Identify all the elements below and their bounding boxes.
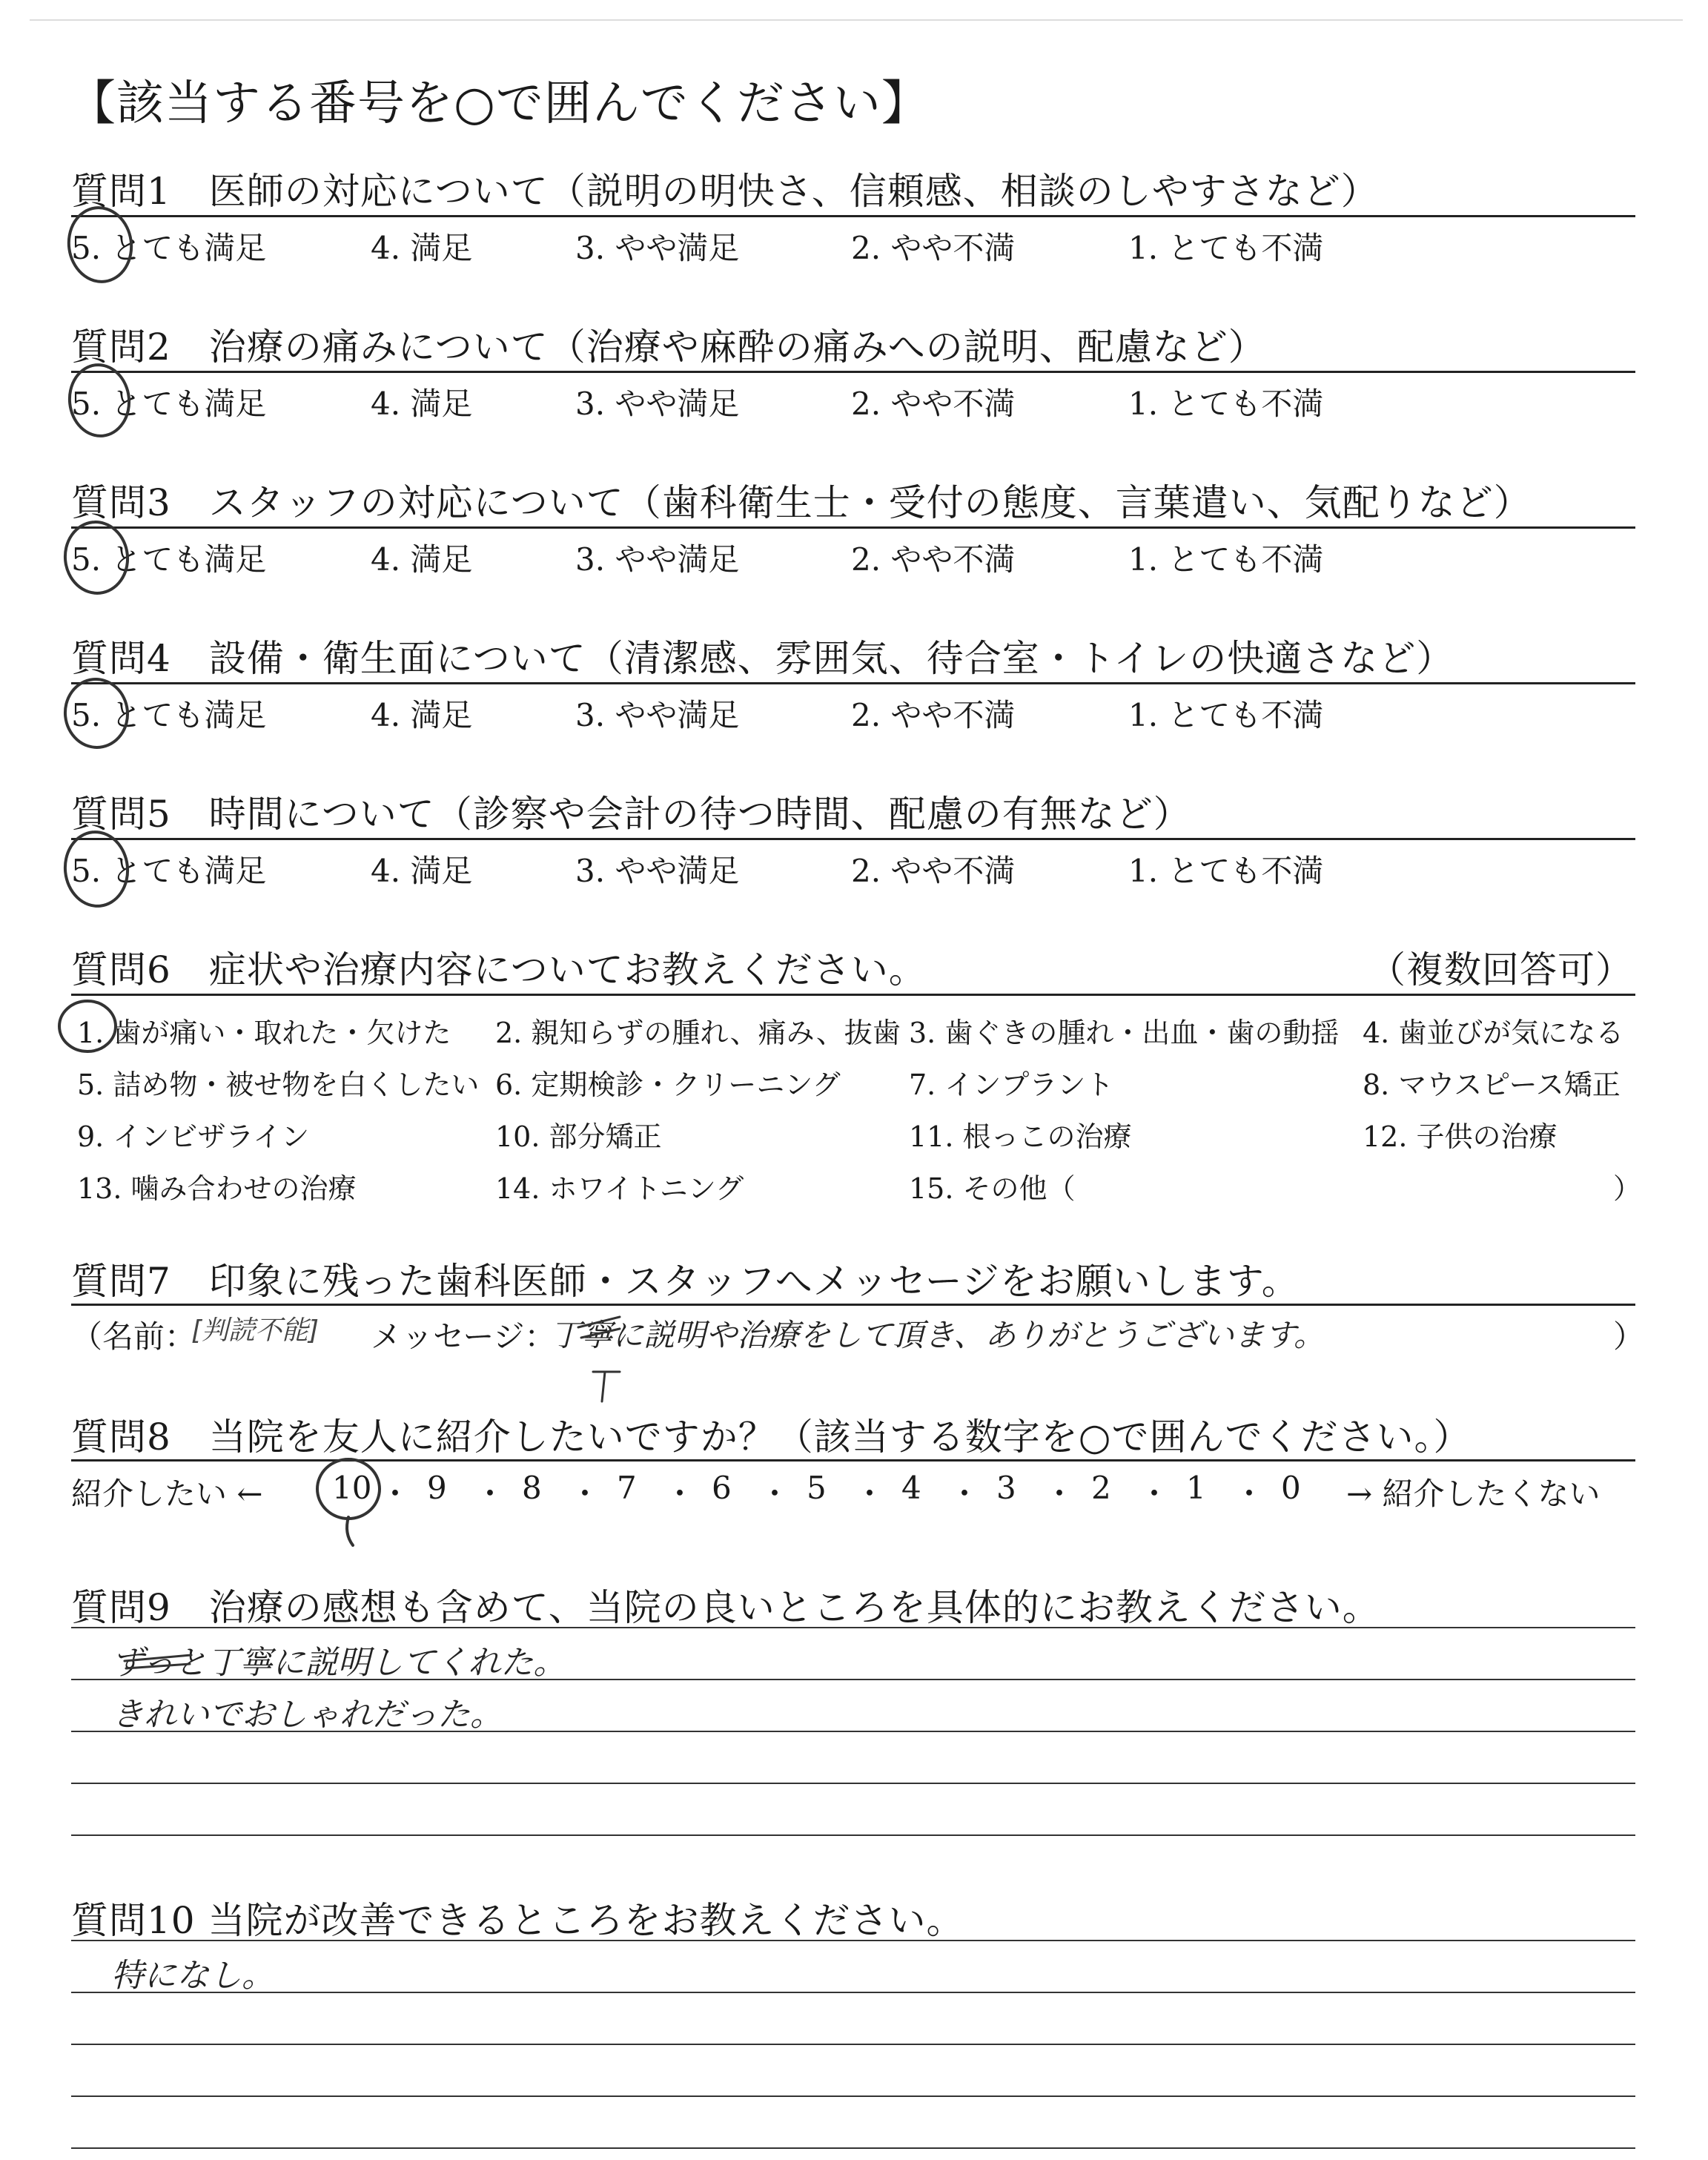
q8-scale-8[interactable]: 8 (522, 1470, 542, 1506)
q4-option-3[interactable]: 3. やや満足 (575, 697, 740, 733)
q8-scale-5[interactable]: 5 (807, 1470, 827, 1506)
q8-rule (71, 1459, 1635, 1462)
q7-name-label: （名前： (71, 1318, 196, 1355)
page-top-edge (30, 19, 1683, 21)
q3-option-5[interactable]: 5. とても満足 (71, 541, 267, 578)
q6-option-9[interactable]: 9. インビザライン (77, 1120, 310, 1153)
q5-option-1[interactable]: 1. とても不満 (1128, 853, 1324, 889)
q1-option-5[interactable]: 5. とても満足 (71, 230, 267, 266)
q4-option-5[interactable]: 5. とても満足 (71, 697, 267, 733)
q6-option-15-close: ） (1613, 1172, 1642, 1205)
q6-note: （複数回答可） (1368, 948, 1633, 991)
q10-answer-line-1[interactable]: 特になし。 (111, 1957, 274, 1995)
q6-title: 質問6 症状や治療内容についてお教えください。 (71, 948, 927, 991)
q8-scale-4[interactable]: 4 (901, 1470, 921, 1506)
q5-title: 質問5 時間について（診察や会計の待つ時間、配慮の有無など） (71, 793, 1191, 836)
q9-answer-line-1[interactable]: ずっと丁寧に説明してくれた。 (111, 1644, 566, 1682)
q1-rule (71, 215, 1635, 217)
q8-scale-separator: ・ (1139, 1476, 1171, 1512)
q9-title: 質問9 治療の感想も含めて、当院の良いところを具体的にお教えください。 (71, 1586, 1380, 1629)
q1-title: 質問1 医師の対応について（説明の明快さ、信頼感、相談のしやすさなど） (71, 170, 1379, 213)
q5-option-5[interactable]: 5. とても満足 (71, 853, 267, 889)
q6-rule (71, 994, 1635, 996)
q3-option-2[interactable]: 2. やや不満 (851, 541, 1016, 578)
q8-scale-separator: ・ (664, 1476, 696, 1512)
q8-scale-0[interactable]: 0 (1281, 1470, 1301, 1506)
q2-option-4[interactable]: 4. 満足 (371, 386, 473, 422)
q8-title: 質問8 当院を友人に紹介したいですか？（該当する数字を○で囲んでください。） (71, 1416, 1472, 1459)
q3-option-4[interactable]: 4. 満足 (371, 541, 473, 578)
q8-scale-separator: ・ (569, 1476, 601, 1512)
q9-line-5 (71, 1834, 1635, 1836)
q6-option-4[interactable]: 4. 歯並びが気になる (1363, 1017, 1624, 1049)
q8-scale-9[interactable]: 9 (427, 1470, 447, 1506)
q6-option-11[interactable]: 11. 根っこの治療 (909, 1120, 1132, 1153)
q7-close-paren: ） (1613, 1318, 1645, 1355)
q6-option-10[interactable]: 10. 部分矯正 (495, 1120, 662, 1153)
q5-option-2[interactable]: 2. やや不満 (851, 853, 1016, 889)
q7-message-label: メッセージ： (371, 1318, 556, 1355)
q8-scale-10[interactable]: 10 (332, 1470, 372, 1506)
form-header: 【該当する番号を○で囲んでください】 (68, 76, 930, 131)
q6-option-8[interactable]: 8. マウスピース矯正 (1363, 1069, 1621, 1101)
q4-option-2[interactable]: 2. やや不満 (851, 697, 1016, 733)
q6-option-15[interactable]: 15. その他（ (909, 1172, 1076, 1205)
q8-scale-separator: ・ (474, 1476, 506, 1512)
q8-scale-6[interactable]: 6 (712, 1470, 732, 1506)
q2-option-5[interactable]: 5. とても満足 (71, 386, 267, 422)
q8-scale-2[interactable]: 2 (1091, 1470, 1111, 1506)
q5-option-3[interactable]: 3. やや満足 (575, 853, 740, 889)
q4-rule (71, 682, 1635, 684)
q8-scale-3[interactable]: 3 (996, 1470, 1016, 1506)
q8-left-label: 紹介したい ← (71, 1476, 263, 1512)
q1-option-2[interactable]: 2. やや不満 (851, 230, 1016, 266)
q2-title: 質問2 治療の痛みについて（治療や麻酔の痛みへの説明、配慮など） (71, 326, 1266, 369)
q10-title: 質問10 当院が改善できるところをお教えください。 (71, 1899, 964, 1942)
q7-title: 質問7 印象に残った歯科医師・スタッフへメッセージをお願いします。 (71, 1260, 1300, 1303)
q8-scale-separator: ・ (1044, 1476, 1076, 1512)
q3-rule (71, 526, 1635, 529)
q2-option-1[interactable]: 1. とても不満 (1128, 386, 1324, 422)
q10-line-2 (71, 1992, 1635, 1993)
q8-circle-tail (347, 1517, 353, 1545)
q3-title: 質問3 スタッフの対応について（歯科衛生士・受付の態度、言葉遣い、気配りなど） (71, 481, 1532, 524)
q4-option-1[interactable]: 1. とても不満 (1128, 697, 1324, 733)
q4-title: 質問4 設備・衛生面について（清潔感、雰囲気、待合室・トイレの快適さなど） (71, 637, 1454, 680)
q7-rule (71, 1304, 1635, 1306)
q1-option-4[interactable]: 4. 満足 (371, 230, 473, 266)
q4-option-4[interactable]: 4. 満足 (371, 697, 473, 733)
q8-scale-separator: ・ (380, 1476, 411, 1512)
q6-option-13[interactable]: 13. 噛み合わせの治療 (77, 1172, 357, 1205)
q7-message-value[interactable]: 丁寧に説明や治療をして頂き、ありがとうございます。 (550, 1317, 1325, 1353)
q1-option-1[interactable]: 1. とても不満 (1128, 230, 1324, 266)
q2-option-3[interactable]: 3. やや満足 (575, 386, 740, 422)
q8-scale-separator: ・ (759, 1476, 791, 1512)
q10-line-5 (71, 2147, 1635, 2149)
q8-right-label: → 紹介したくない (1346, 1476, 1601, 1512)
q9-answer-line-2[interactable]: きれいでおしゃれだった。 (111, 1696, 503, 1734)
q3-option-3[interactable]: 3. やや満足 (575, 541, 740, 578)
q6-option-2[interactable]: 2. 親知らずの腫れ、痛み、抜歯 (495, 1017, 901, 1049)
q10-line-1 (71, 1940, 1635, 1941)
q6-option-5[interactable]: 5. 詰め物・被せ物を白くしたい (77, 1069, 480, 1101)
q3-option-1[interactable]: 1. とても不満 (1128, 541, 1324, 578)
q9-line-4 (71, 1783, 1635, 1784)
q6-option-12[interactable]: 12. 子供の治療 (1363, 1120, 1558, 1153)
q9-line-1 (71, 1627, 1635, 1628)
q6-option-3[interactable]: 3. 歯ぐきの腫れ・出血・歯の動揺 (909, 1017, 1340, 1049)
q2-rule (71, 371, 1635, 373)
q6-option-7[interactable]: 7. インプラント (909, 1069, 1114, 1101)
q5-option-4[interactable]: 4. 満足 (371, 853, 473, 889)
q2-option-2[interactable]: 2. やや不満 (851, 386, 1016, 422)
q8-scale-1[interactable]: 1 (1186, 1470, 1206, 1506)
q10-line-3 (71, 2044, 1635, 2045)
q8-scale-separator: ・ (854, 1476, 886, 1512)
q8-scale-separator: ・ (1234, 1476, 1265, 1512)
q10-line-4 (71, 2095, 1635, 2097)
q7-name-value[interactable]: [判読不能] (191, 1315, 320, 1346)
q6-option-1[interactable]: 1. 歯が痛い・取れた・欠けた (77, 1017, 451, 1049)
q5-rule (71, 838, 1635, 840)
q6-option-6[interactable]: 6. 定期検診・クリーニング (495, 1069, 841, 1101)
q8-scale-separator: ・ (949, 1476, 981, 1512)
q1-option-3[interactable]: 3. やや満足 (575, 230, 740, 266)
q8-scale-7[interactable]: 7 (617, 1470, 637, 1506)
q6-option-14[interactable]: 14. ホワイトニング (495, 1172, 744, 1205)
